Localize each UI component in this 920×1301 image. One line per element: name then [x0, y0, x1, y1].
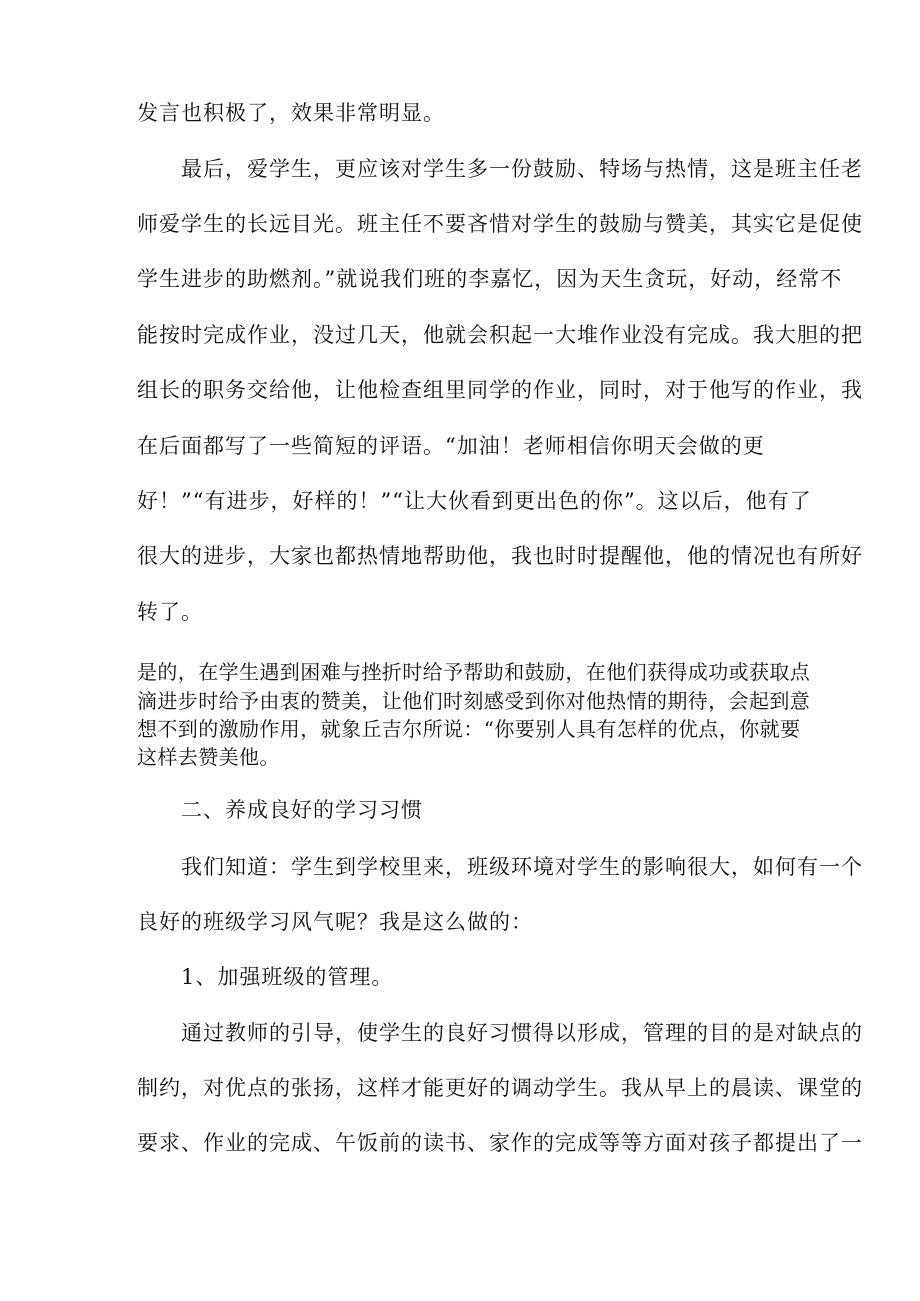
text-line: 良好的班级学习风气呢？我是这么做的：	[137, 910, 533, 934]
text-line: 要求、作业的完成、午饭前的读书、家作的完成等等方面对孩子都提出了一	[137, 1131, 863, 1155]
text-line: 师爱学生的长远目光。班主任不要吝惜对学生的鼓励与赞美，其实它是促使	[137, 212, 863, 236]
text-line: 最后，爱学生，更应该对学生多一份鼓励、特场与热情，这是班主任老	[181, 157, 863, 181]
text-line: 能按时完成作业，没过几天，他就会积起一大堆作业没有完成。我大胆的把	[137, 323, 863, 347]
text-line: 这样去赞美他。	[137, 745, 280, 769]
text-line: 制约，对优点的张扬，这样才能更好的调动学生。我从早上的晨读、课堂的	[137, 1076, 863, 1100]
text-line: 好！”“有进步，好样的！”“让大伙看到更出色的你”。这以后，他有了	[137, 489, 812, 513]
text-line: 学生进步的助燃剂。”就说我们班的李嘉忆，因为天生贪玩，好动，经常不	[137, 267, 843, 291]
text-line: 发言也积极了，效果非常明显。	[137, 101, 445, 125]
text-line: 滴进步时给予由衷的赞美，让他们时刻感受到你对他热情的期待，会起到意	[137, 689, 811, 713]
text-line: 是的，在学生遇到困难与挫折时给予帮助和鼓励，在他们获得成功或获取点	[137, 660, 811, 684]
section-heading: 二、养成良好的学习习惯	[181, 798, 423, 822]
text-line: 想不到的激励作用，就象丘吉尔所说：“你要别人具有怎样的优点，你就要	[137, 717, 801, 741]
text-line: 组长的职务交给他，让他检查组里同学的作业，同时，对于他写的作业，我	[137, 378, 863, 402]
text-line: 我们知道：学生到学校里来，班级环境对学生的影响很大，如何有一个	[181, 855, 863, 879]
text-line: 在后面都写了一些简短的评语。“加油！老师相信你明天会做的更	[137, 434, 765, 458]
text-line: 很大的进步，大家也都热情地帮助他，我也时时提醒他，他的情况也有所好	[137, 544, 863, 568]
text-line: 转了。	[137, 600, 203, 624]
subsection-heading: 1、加强班级的管理。	[181, 965, 394, 989]
text-line: 通过教师的引导，使学生的良好习惯得以形成，管理的目的是对缺点的	[181, 1021, 863, 1045]
